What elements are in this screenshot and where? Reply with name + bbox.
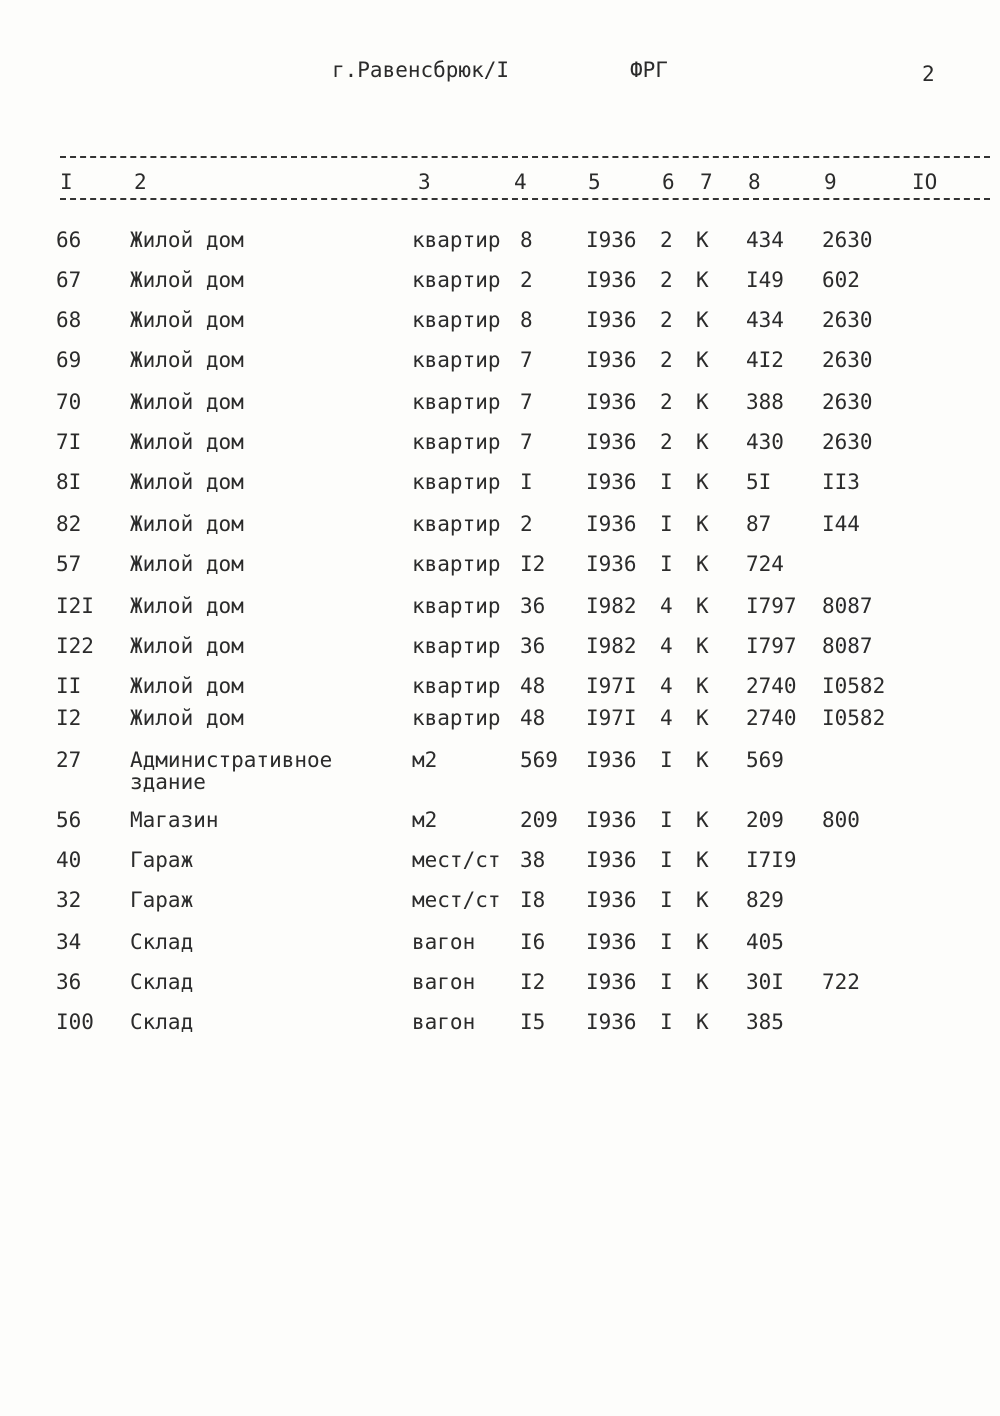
quantity: 8 bbox=[520, 308, 533, 332]
unit: квартир bbox=[412, 552, 501, 576]
year: I936 bbox=[586, 970, 637, 994]
column-9-value: 2630 bbox=[822, 430, 873, 454]
column-8-value: I7I9 bbox=[746, 848, 797, 872]
object-name: Жилой дом bbox=[130, 470, 244, 494]
column-6-value: I bbox=[660, 808, 673, 832]
column-7-value: К bbox=[696, 228, 709, 252]
table-row bbox=[0, 930, 1000, 970]
unit: квартир bbox=[412, 390, 501, 414]
year: I936 bbox=[586, 888, 637, 912]
table-row bbox=[0, 552, 1000, 592]
column-9-value: 8087 bbox=[822, 594, 873, 618]
quantity: I2 bbox=[520, 970, 546, 994]
table-row bbox=[0, 808, 1000, 848]
year: I97I bbox=[586, 674, 637, 698]
row-number: 7I bbox=[56, 430, 82, 454]
row-number: 32 bbox=[56, 888, 82, 912]
unit: квартир bbox=[412, 348, 501, 372]
year: I936 bbox=[586, 748, 637, 772]
year: I936 bbox=[586, 390, 637, 414]
column-8-value: 430 bbox=[746, 430, 784, 454]
column-header: 6 bbox=[662, 170, 675, 194]
column-header: I bbox=[60, 170, 73, 194]
table-row bbox=[0, 348, 1000, 388]
year: I936 bbox=[586, 268, 637, 292]
quantity: 7 bbox=[520, 390, 533, 414]
year: I936 bbox=[586, 228, 637, 252]
column-6-value: I bbox=[660, 512, 673, 536]
column-9-value: 800 bbox=[822, 808, 860, 832]
year: I936 bbox=[586, 348, 637, 372]
column-7-value: К bbox=[696, 512, 709, 536]
object-name: Жилой дом bbox=[130, 228, 244, 252]
column-7-value: К bbox=[696, 848, 709, 872]
column-header: 4 bbox=[514, 170, 527, 194]
column-header: 3 bbox=[418, 170, 431, 194]
column-6-value: 4 bbox=[660, 706, 673, 730]
column-6-value: 4 bbox=[660, 594, 673, 618]
unit: квартир bbox=[412, 594, 501, 618]
object-name: Жилой дом bbox=[130, 634, 244, 658]
column-8-value: 829 bbox=[746, 888, 784, 912]
column-8-value: 434 bbox=[746, 308, 784, 332]
quantity: 48 bbox=[520, 674, 546, 698]
column-8-value: I797 bbox=[746, 634, 797, 658]
column-7-value: К bbox=[696, 348, 709, 372]
object-name: Жилой дом bbox=[130, 594, 244, 618]
object-name: Жилой дом bbox=[130, 552, 244, 576]
column-9-value: 2630 bbox=[822, 228, 873, 252]
object-name: Жилой дом bbox=[130, 268, 244, 292]
row-number: 66 bbox=[56, 228, 82, 252]
column-8-value: 724 bbox=[746, 552, 784, 576]
column-9-value: 722 bbox=[822, 970, 860, 994]
quantity: 8 bbox=[520, 228, 533, 252]
unit: вагон bbox=[412, 1010, 476, 1034]
unit: квартир bbox=[412, 308, 501, 332]
column-6-value: I bbox=[660, 470, 673, 494]
quantity: 569 bbox=[520, 748, 558, 772]
column-6-value: 2 bbox=[660, 308, 673, 332]
column-6-value: I bbox=[660, 970, 673, 994]
year: I982 bbox=[586, 594, 637, 618]
unit: мест/ст bbox=[412, 848, 501, 872]
table-row bbox=[0, 228, 1000, 268]
row-number: I2I bbox=[56, 594, 94, 618]
column-6-value: I bbox=[660, 1010, 673, 1034]
column-8-value: 569 bbox=[746, 748, 784, 772]
column-8-value: 385 bbox=[746, 1010, 784, 1034]
column-7-value: К bbox=[696, 748, 709, 772]
column-header: 5 bbox=[588, 170, 601, 194]
column-6-value: 2 bbox=[660, 390, 673, 414]
row-number: 40 bbox=[56, 848, 82, 872]
row-number: 36 bbox=[56, 970, 82, 994]
year: I936 bbox=[586, 808, 637, 832]
quantity: 48 bbox=[520, 706, 546, 730]
row-number: 57 bbox=[56, 552, 82, 576]
object-name-line2: здание bbox=[130, 770, 206, 794]
table-row bbox=[0, 970, 1000, 1010]
row-number: 67 bbox=[56, 268, 82, 292]
unit: м2 bbox=[412, 748, 438, 772]
country-label: ФРГ bbox=[630, 58, 668, 82]
object-name: Жилой дом bbox=[130, 430, 244, 454]
column-8-value: 209 bbox=[746, 808, 784, 832]
object-name: Административное bbox=[130, 748, 333, 772]
object-name: Гараж bbox=[130, 848, 194, 872]
column-7-value: К bbox=[696, 634, 709, 658]
row-number: I00 bbox=[56, 1010, 94, 1034]
column-7-value: К bbox=[696, 594, 709, 618]
column-8-value: 2740 bbox=[746, 706, 797, 730]
quantity: I2 bbox=[520, 552, 546, 576]
year: I982 bbox=[586, 634, 637, 658]
quantity: I5 bbox=[520, 1010, 546, 1034]
row-number: II bbox=[56, 674, 82, 698]
column-6-value: I bbox=[660, 930, 673, 954]
object-name: Склад bbox=[130, 1010, 194, 1034]
column-6-value: 2 bbox=[660, 348, 673, 372]
column-7-value: К bbox=[696, 390, 709, 414]
column-6-value: I bbox=[660, 748, 673, 772]
row-number: 69 bbox=[56, 348, 82, 372]
column-7-value: К bbox=[696, 1010, 709, 1034]
column-header: 2 bbox=[134, 170, 147, 194]
row-number: 68 bbox=[56, 308, 82, 332]
column-header: 7 bbox=[700, 170, 713, 194]
column-6-value: I bbox=[660, 848, 673, 872]
column-6-value: 4 bbox=[660, 674, 673, 698]
column-7-value: К bbox=[696, 888, 709, 912]
unit: квартир bbox=[412, 470, 501, 494]
table-row bbox=[0, 470, 1000, 510]
table-top-rule bbox=[60, 156, 990, 158]
table-row bbox=[0, 634, 1000, 674]
row-number: 27 bbox=[56, 748, 82, 772]
table-row bbox=[0, 594, 1000, 634]
quantity: 38 bbox=[520, 848, 546, 872]
table-header-rule bbox=[60, 198, 990, 200]
table-row bbox=[0, 888, 1000, 928]
year: I936 bbox=[586, 1010, 637, 1034]
column-6-value: 2 bbox=[660, 268, 673, 292]
year: I936 bbox=[586, 308, 637, 332]
row-number: 70 bbox=[56, 390, 82, 414]
column-6-value: 2 bbox=[660, 430, 673, 454]
table-row bbox=[0, 1010, 1000, 1050]
column-7-value: К bbox=[696, 308, 709, 332]
quantity: 7 bbox=[520, 430, 533, 454]
row-number: 34 bbox=[56, 930, 82, 954]
row-number: I2 bbox=[56, 706, 82, 730]
column-7-value: К bbox=[696, 552, 709, 576]
row-number: 56 bbox=[56, 808, 82, 832]
year: I936 bbox=[586, 848, 637, 872]
year: I936 bbox=[586, 430, 637, 454]
column-9-value: 8087 bbox=[822, 634, 873, 658]
unit: квартир bbox=[412, 706, 501, 730]
unit: квартир bbox=[412, 634, 501, 658]
unit: м2 bbox=[412, 808, 438, 832]
year: I97I bbox=[586, 706, 637, 730]
column-8-value: I797 bbox=[746, 594, 797, 618]
column-9-value: II3 bbox=[822, 470, 860, 494]
object-name: Склад bbox=[130, 930, 194, 954]
unit: квартир bbox=[412, 228, 501, 252]
object-name: Склад bbox=[130, 970, 194, 994]
object-name: Жилой дом bbox=[130, 308, 244, 332]
year: I936 bbox=[586, 512, 637, 536]
column-9-value: I0582 bbox=[822, 706, 886, 730]
quantity: 36 bbox=[520, 634, 546, 658]
row-number: I22 bbox=[56, 634, 94, 658]
unit: квартир bbox=[412, 268, 501, 292]
unit: вагон bbox=[412, 970, 476, 994]
column-8-value: 5I bbox=[746, 470, 772, 494]
column-9-value: 2630 bbox=[822, 390, 873, 414]
table-row bbox=[0, 308, 1000, 348]
column-7-value: К bbox=[696, 970, 709, 994]
quantity: 36 bbox=[520, 594, 546, 618]
column-9-value: 602 bbox=[822, 268, 860, 292]
column-6-value: I bbox=[660, 552, 673, 576]
column-9-value: I44 bbox=[822, 512, 860, 536]
quantity: I bbox=[520, 470, 533, 494]
column-6-value: 4 bbox=[660, 634, 673, 658]
object-name: Гараж bbox=[130, 888, 194, 912]
page-number: 2 bbox=[922, 62, 935, 86]
column-7-value: К bbox=[696, 430, 709, 454]
object-name: Магазин bbox=[130, 808, 219, 832]
table-row bbox=[0, 390, 1000, 430]
year: I936 bbox=[586, 552, 637, 576]
year: I936 bbox=[586, 470, 637, 494]
quantity: I8 bbox=[520, 888, 546, 912]
quantity: 2 bbox=[520, 512, 533, 536]
object-name: Жилой дом bbox=[130, 348, 244, 372]
column-7-value: К bbox=[696, 470, 709, 494]
table-row bbox=[0, 706, 1000, 746]
column-7-value: К bbox=[696, 706, 709, 730]
row-number: 8I bbox=[56, 470, 82, 494]
object-name: Жилой дом bbox=[130, 512, 244, 536]
table-row bbox=[0, 430, 1000, 470]
column-8-value: 87 bbox=[746, 512, 772, 536]
unit: квартир bbox=[412, 430, 501, 454]
column-7-value: К bbox=[696, 808, 709, 832]
row-number: 82 bbox=[56, 512, 82, 536]
object-name: Жилой дом bbox=[130, 706, 244, 730]
table-row bbox=[0, 748, 1000, 794]
city-title: г.Равенсбрюк/I bbox=[332, 58, 510, 82]
quantity: 209 bbox=[520, 808, 558, 832]
column-9-value: I0582 bbox=[822, 674, 886, 698]
column-8-value: 2740 bbox=[746, 674, 797, 698]
column-7-value: К bbox=[696, 268, 709, 292]
column-9-value: 2630 bbox=[822, 308, 873, 332]
column-8-value: 4I2 bbox=[746, 348, 784, 372]
quantity: I6 bbox=[520, 930, 546, 954]
column-6-value: I bbox=[660, 888, 673, 912]
unit: вагон bbox=[412, 930, 476, 954]
column-6-value: 2 bbox=[660, 228, 673, 252]
object-name: Жилой дом bbox=[130, 674, 244, 698]
quantity: 2 bbox=[520, 268, 533, 292]
unit: мест/ст bbox=[412, 888, 501, 912]
column-8-value: 434 bbox=[746, 228, 784, 252]
unit: квартир bbox=[412, 512, 501, 536]
column-9-value: 2630 bbox=[822, 348, 873, 372]
table-row bbox=[0, 512, 1000, 552]
column-7-value: К bbox=[696, 674, 709, 698]
column-header: 9 bbox=[824, 170, 837, 194]
table-row bbox=[0, 848, 1000, 888]
column-header: 8 bbox=[748, 170, 761, 194]
table-row bbox=[0, 268, 1000, 308]
column-7-value: К bbox=[696, 930, 709, 954]
column-header: IO bbox=[912, 170, 938, 194]
column-8-value: 388 bbox=[746, 390, 784, 414]
column-8-value: I49 bbox=[746, 268, 784, 292]
quantity: 7 bbox=[520, 348, 533, 372]
object-name: Жилой дом bbox=[130, 390, 244, 414]
year: I936 bbox=[586, 930, 637, 954]
unit: квартир bbox=[412, 674, 501, 698]
column-8-value: 405 bbox=[746, 930, 784, 954]
column-8-value: 30I bbox=[746, 970, 784, 994]
